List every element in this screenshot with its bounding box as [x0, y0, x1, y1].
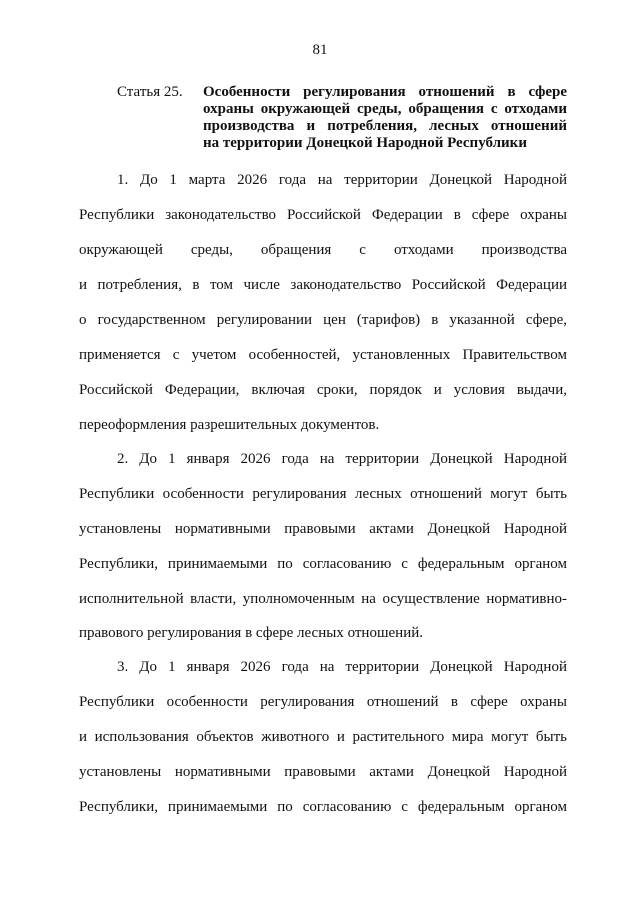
paragraph-line: Республики законодательство Российской Федерации в сфере охраны — [79, 207, 567, 223]
page-number: 81 — [312, 42, 328, 58]
paragraph-line: 2. До 1 января 2026 года на территории Донецкой Народной — [117, 451, 567, 467]
paragraph-line: установлены нормативными правовыми актами Донецкой Народной — [79, 521, 567, 537]
article-title — [203, 84, 567, 152]
paragraph-line: и потребления, в том числе законодательство Российской Федерации — [79, 277, 567, 293]
paragraph-line: применяется с учетом особенностей, установленных Правительством — [79, 347, 567, 363]
paragraph-line: Республики, принимаемыми по согласованию с федеральным органом — [79, 556, 567, 572]
article-title-line: производства и потребления, лесных отношений — [203, 118, 567, 134]
paragraph-line: Российской Федерации, включая сроки, порядок и условия выдачи, — [79, 382, 567, 398]
paragraph-line: исполнительной власти, уполномоченным на осуществление нормативно- — [79, 591, 567, 607]
paragraph-line: Республики особенности регулирования лесных отношений могут быть — [79, 486, 567, 502]
paragraph-line: окружающей среды, обращения с отходами производства — [79, 242, 567, 258]
paragraph-line: и использования объектов животного и растительного мира могут быть — [79, 729, 567, 745]
article-label: Статья 25. — [117, 84, 183, 100]
paragraph-line: Республики, принимаемыми по согласованию с федеральным органом — [79, 799, 567, 815]
paragraph-line: о государственном регулировании цен (тарифов) в указанной сфере, — [79, 312, 567, 328]
paragraph-line: 3. До 1 января 2026 года на территории Донецкой Народной — [117, 659, 567, 675]
paragraph-line: 1. До 1 марта 2026 года на территории Донецкой Народной — [117, 172, 567, 188]
paragraph-line: переоформления разрешительных документов. — [79, 417, 380, 433]
paragraph-line: Республики особенности регулирования отношений в сфере охраны — [79, 694, 567, 710]
paragraph-line: установлены нормативными правовыми актами Донецкой Народной — [79, 764, 567, 780]
article-title-line: Особенности регулирования отношений в сфере — [203, 84, 567, 100]
article-title-line: охраны окружающей среды, обращения с отходами — [203, 101, 567, 117]
article-title-line: на территории Донецкой Народной Республики — [203, 135, 527, 151]
paragraph-line: правового регулирования в сфере лесных отношений. — [79, 625, 423, 641]
